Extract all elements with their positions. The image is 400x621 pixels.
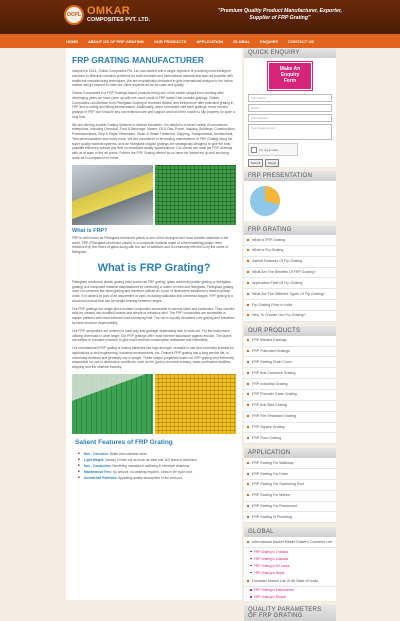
brand-name: OMKAR	[87, 5, 131, 18]
sidebar-link[interactable]: Application Field Of Frp Grating	[244, 278, 336, 289]
sidebar-link[interactable]: What Are The Different Types Of Frp Grating?	[244, 289, 336, 300]
product-link[interactable]: FRP Anti-Corrosive Grating	[244, 368, 336, 379]
application-title: APPLICATION	[244, 448, 336, 458]
quick-enquiry-box	[244, 48, 336, 167]
frp-grating-box	[244, 225, 336, 322]
presentation-thumbnail[interactable]	[244, 181, 336, 221]
global-title: GLOBAL	[244, 527, 336, 537]
quality-title: QUALITY PARAMETERS OF FRP GRATING	[244, 605, 336, 621]
product-link[interactable]: FRP Industrial Grating	[244, 379, 336, 390]
sidebar-link[interactable]: What Is Frp Grating	[244, 246, 336, 257]
page-title: FRP GRATING MANUFACTURER	[72, 55, 204, 65]
sidebar	[244, 48, 336, 619]
phone-field[interactable]: Your Number	[248, 114, 332, 122]
global-country-link[interactable]: FRP Grating in Australia	[244, 555, 336, 562]
global-state-link[interactable]: FRP Grating in Maharashtra	[244, 587, 336, 594]
product-link[interactable]: FRP Square Grating	[244, 423, 336, 434]
nav-application[interactable]: APPLICATION	[196, 38, 224, 44]
nav-contact[interactable]: CONTACT US	[288, 38, 315, 44]
site-header	[0, 0, 400, 34]
global-group-international[interactable]: International Market Middle Eastern Countries List	[244, 537, 336, 548]
feature-item: ■ Light Weight: Density 4 times not as much as steel and 11/2 times to aluminum.	[84, 457, 236, 463]
main-content	[66, 48, 242, 600]
application-link[interactable]: FRP Grating For Marine	[244, 491, 336, 502]
nav-products[interactable]: OUR PRODUCTS	[153, 38, 187, 44]
product-link[interactable]: FRP Molded Gratings	[244, 336, 336, 347]
grating-paragraph-1: Fiberglass reinforced plastic grating (also known as FRP grating, glass reinforced plastic grating or fiberglass grating) is a composite material manufactured by combining a matrix of resin and fiberglass. Fiberglass grating does not consume like steel grating and therefore utilized as a part of destructive situations to lessen upkeep costs. It is utilized as part of an assortment of uses, including walkways and overhead stages. FRP grating is a structural product that can be weight-bearing between ranges.	[72, 279, 234, 303]
logo[interactable]	[64, 5, 150, 25]
features-heading: Salient Features of FRP Grating	[75, 438, 173, 446]
intro-paragraph-3: We are offering durable Grating Systems to diverse industries. It is helpful in a mixed variety of commercial enterprises, including Chemical, Food & Beverage, Marine, Oil & Gas, Power, Industry, Buildings, Constructions, Pharmaceuticals, Pulp & Paper, Recreation, Water & Waste Treatment, Shipping, Transportation, Architectural, Telecommunications and many more. We are considered to be leading manufacturer of FRP Grating using the super quality material systems, and our fiberglass shaped gratings are strategically designed to give the best possible efficiency without any limit on worldwide quality specifications. Our clients can avail the FRP Gratings with us at state of the art prices. Further the FRP Grating offered by us have the lowest set up and servicing costs as in comparison to metal.	[72, 122, 236, 161]
nav-about[interactable]: ABOUT US OF FRP GRATING	[88, 38, 144, 44]
application-link[interactable]: FRP Grating For Walkway	[244, 458, 336, 469]
green-grating-photo	[155, 165, 236, 225]
application-link[interactable]: FRP Grating For Drain	[244, 469, 336, 480]
yellow-grating-photo	[155, 374, 236, 434]
presentation-box	[244, 171, 336, 221]
submit-button[interactable]: Submit	[248, 159, 263, 167]
grating-paragraph-2: Our FRP gratings are single piece molded composites accessible in various sizes and particulars. They can like wise be created into modified boards and simple to introduce also. The FRP composites are accessible in square patterns with most extreme load conveying limit. The rod is equally circulated over grating and bolstered by ideal structure dependability.	[72, 306, 235, 325]
global-state-link[interactable]: FRP Grating in Bhopal	[244, 594, 336, 601]
intro-paragraph-1: Incepted in 2014, Omkar Composites Pvt. Ltd. has started with a single objective of providing most intelligent solutions to different corrosion problems for both domestic and international markets that was not possible with traditional manufacturing techniques. We are emphatically dedicated to give international designs to the Indian market and go beyond to cater our client requests as far as costs and quality.	[72, 69, 234, 88]
what-is-frp-grating-heading: What is FRP Grating?	[97, 261, 211, 274]
sidebar-link[interactable]: What Are The Benefits Of FRP Grating?	[244, 268, 336, 279]
intro-paragraph-2: Omkar Composites is a FRP Gratings based products being one of the ranker ranges from working after developing years we have come up with one more result of FRP based Non-metallic gratings. Omkar Composites can likewise form Fiberglass Grating to recorded details, and furthermore offer pultruded grating in FRP and a cutting and fitting administration. Additionally, when contrasted with steel gratings, these formed gratings in FRP don't require any conventional care and support and hold their hostile to slip property for quite a long time.	[72, 91, 235, 119]
sidebar-link[interactable]: Salient Features Of Frp Grating	[244, 257, 336, 268]
application-link[interactable]: FRP Grating For Restaurant	[244, 502, 336, 513]
nav-global[interactable]: GLOBAL	[233, 38, 251, 44]
tagline	[218, 8, 342, 22]
global-group-domestic[interactable]: Domestic Market List Of All State Of India	[244, 576, 336, 587]
tagline-line-1: "Premium Quality Product Manufacturer, Exporter,	[217, 8, 342, 14]
product-link[interactable]: FRP Anti Skid Grating	[244, 401, 336, 412]
product-link[interactable]: FRP Phenolic Grate Grating	[244, 390, 336, 401]
captcha-widget[interactable]	[248, 143, 298, 156]
sidebar-link[interactable]: What Is FRP Grating	[244, 235, 336, 246]
photo-row-2	[72, 374, 236, 434]
sidebar-link[interactable]: Frp Grating Price In India	[244, 300, 336, 311]
pie-chart-icon	[248, 184, 282, 218]
grating-paragraph-3: Our FRP composites are outlined in such way that garbage dependably fails to work out. For the businesses utilizing chemicals in wide range, Our FRP gratings offer most extreme assurance against erosion. The layers are settled in constant structure to give most extreme consumption resistance and inflexibility.	[72, 328, 232, 343]
global-country-link[interactable]: FRP Grating in Sri Lanka	[244, 562, 336, 569]
what-is-frp-heading: What is FRP?	[72, 227, 108, 234]
sidebar-link[interactable]: Why To Choose Our Frp Grating?	[244, 311, 336, 322]
captcha-checkbox[interactable]	[251, 147, 257, 153]
email-field[interactable]: Email	[248, 104, 332, 112]
nav-enquiry[interactable]: ENQUIRY	[260, 38, 279, 44]
quick-enquiry-title: QUICK ENQUIRY	[244, 48, 336, 58]
requirement-field[interactable]: Your Requirement	[248, 124, 332, 140]
feature-item: ■ Unmatched Esthetics: Appealing quality atmosphere to the work put.	[84, 475, 236, 481]
content-wrap	[66, 48, 336, 619]
feature-item: ■ Non - Corrosive: Better than stainless steel.	[84, 451, 236, 457]
application-link[interactable]: FRP Grating In Plumbing	[244, 512, 336, 523]
product-link[interactable]: FRP Pultruded Gratings	[244, 347, 336, 358]
product-link[interactable]: FRP Floor Grating	[244, 433, 336, 444]
application-link[interactable]: FRP Grating For Swimming Pool	[244, 480, 336, 491]
grating-paragraph-4: Our manufactured FRP grating is having attributes like high-strength, versatile in use and extremely suitable for applications in civil engineering, industrial environments, etc. Omkar's FRP grating has a long service life, is chemically resistant and generally low in weight. These unique properties make our FRP grating very extremely reasonable for use in destructive conditions, such as the (petro) chemical industry, water purification facilities, shipping and the offshore industry.	[72, 346, 235, 370]
presentation-title: FRP PRESENTATION	[244, 171, 336, 181]
make-enquiry-banner[interactable]: Make An Enquiry Form	[268, 62, 312, 90]
reset-button[interactable]: Reset	[265, 159, 279, 167]
green-stair-grating-photo	[72, 374, 153, 434]
main-nav	[0, 34, 400, 48]
global-country-link[interactable]: FRP Grating in Thailand	[244, 548, 336, 555]
quality-box	[244, 605, 336, 621]
feature-item: ■ Maintenance Free: No artwork, no cleaning required. Least in life cycle cost.	[84, 469, 236, 475]
what-is-frp-paragraph: FRP is well known as Fiberglass reinforced plastic is one of the strongest and most durable materials in the world. FRP (Fiberglass reinforced plastic) is a composite material made of a thermosetting plastic resin reinforced by fine fibers of glass along with the use of additives and is commonly referred to by the name of fiberglass.	[72, 235, 229, 255]
global-country-link[interactable]: FRP Grating in Nepal	[244, 569, 336, 576]
feature-item: ■ Non - Conductive: Rendering unmatched wellbeing in electrical situations.	[84, 463, 236, 469]
features-list	[72, 451, 236, 481]
photo-row-1	[72, 165, 236, 225]
nav-home[interactable]: HOME	[66, 38, 78, 44]
application-box	[244, 448, 336, 523]
global-box	[244, 527, 336, 601]
product-link[interactable]: FRP Grating Drain Cover	[244, 357, 336, 368]
captcha-label: I'm not a robot	[259, 147, 279, 152]
products-title: OUR PRODUCTS	[244, 326, 336, 336]
products-box	[244, 326, 336, 444]
logo-mark: OCPL	[64, 5, 84, 25]
frp-grating-title: FRP GRATING	[244, 225, 336, 235]
brand-sub: COMPOSITES PVT. LTD.	[87, 17, 151, 24]
walkway-grating-photo	[72, 165, 153, 225]
tagline-line-2: Supplier of FRP Grating"	[249, 15, 311, 22]
name-field[interactable]: Your Name	[248, 94, 332, 102]
product-link[interactable]: FRP Fire Retardant Grating	[244, 412, 336, 423]
